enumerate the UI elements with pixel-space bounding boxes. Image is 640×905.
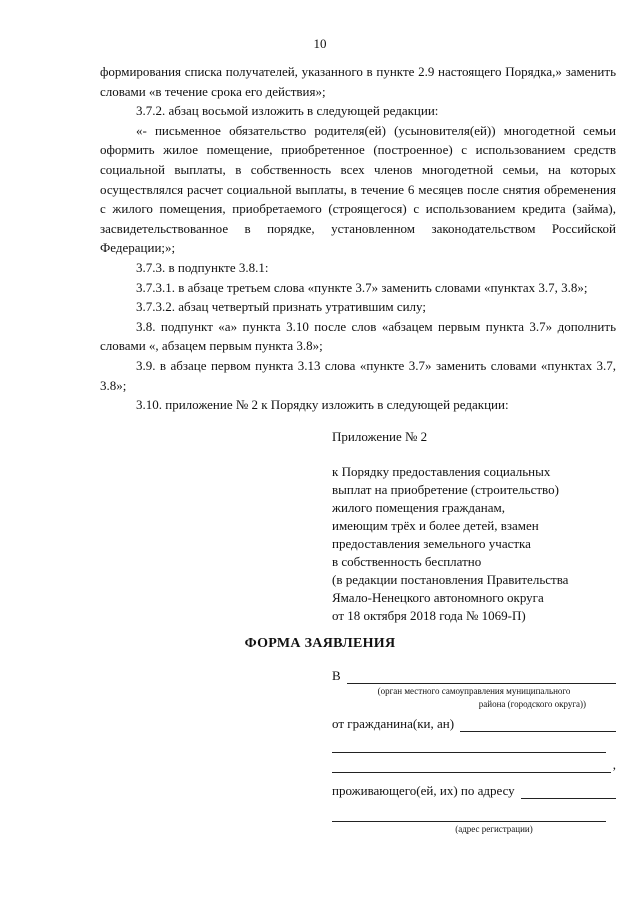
applicant-field-line-3[interactable] [332,758,611,773]
amendment-text [100,62,616,415]
applicant-line-3-row [332,757,616,773]
appendix-line: имеющим трёх и более детей, взамен [332,518,539,533]
recipient-caption-1: (орган местного самоуправления муниципального [377,686,571,696]
appendix-block [332,428,622,625]
application-form [332,668,616,835]
recipient-caption-2: района (городского округа)) [478,699,586,709]
recipient-row [332,668,616,684]
address-row [332,783,616,799]
applicant-label: от гражданина(ки, ан) [332,716,455,731]
appendix-line: к Порядку предоставления социальных [332,464,551,479]
recipient-field[interactable] [347,669,616,684]
appendix-line: предоставления земельного участка [332,536,531,551]
paragraph-6: 3.7.3.2. абзац четвертый признать утратившим силу; [136,299,426,315]
applicant-field-line-2[interactable] [332,738,606,753]
address-caption: (адрес регистрации) [455,824,533,834]
paragraph-4: 3.7.3. в подпункте 3.8.1: [136,259,269,275]
address-field-line-2[interactable] [332,807,606,822]
recipient-label: В [332,668,341,683]
trailing-comma: , [612,757,616,772]
address-label: проживающего(ей, их) по адресу [332,783,515,798]
appendix-line: (в редакции постановления Правительства [332,572,569,587]
paragraph-8: 3.9. в абзаце первом пункта 3.13 слова «пункте 3.7» заменить словами «пунктах 3.7, 3.8»; [100,357,616,393]
applicant-row [332,716,616,732]
address-field[interactable] [521,784,616,799]
appendix-line: жилого помещения гражданам, [332,500,505,515]
appendix-line: от 18 октября 2018 года № 1069-П) [332,608,526,623]
paragraph-1: формирования списка получателей, указанного в пункте 2.9 настоящего Порядка,» заменить словами «в течение срока его действия»; [100,64,616,99]
paragraph-2: 3.7.2. абзац восьмой изложить в следующей редакции: [136,103,439,119]
paragraph-9: 3.10. приложение № 2 к Порядку изложить в следующей редакции: [136,397,509,413]
appendix-line: выплат на приобретение (строительство) [332,482,559,497]
form-title: ФОРМА ЗАЯВЛЕНИЯ [244,636,396,651]
paragraph-5: 3.7.3.1. в абзаце третьем слова «пункте 3.7» заменить словами «пунктах 3.7, 3.8»; [136,279,588,295]
appendix-title: Приложение № 2 [332,429,428,444]
page-number: 10 [313,36,327,51]
paragraph-3: «- письменное обязательство родителя(ей) (усыновителя(ей)) многодетной семьи оформить жилое помещение, приобретенное (построенное) с использованием средств социальной выплаты, в собственность всех членов многодетной семьи, на которых осуществлялся расчет социальной выплаты, в течение 6 месяцев после снятия обременения с жилого помещения, приобретаемого (строящегося) с использованием кредита (займа), засвидетельствованное в порядке, установленном законодательством Российской Федерации;»; [100,122,616,256]
applicant-field[interactable] [460,717,616,732]
appendix-line: в собственность бесплатно [332,554,482,569]
appendix-line: Ямало-Ненецкого автономного округа [332,590,544,605]
paragraph-7: 3.8. подпункт «а» пункта 3.10 после слов «абзацем первым пункта 3.7» дополнить словами «, абзацем первым пункта 3.8»; [100,318,616,354]
